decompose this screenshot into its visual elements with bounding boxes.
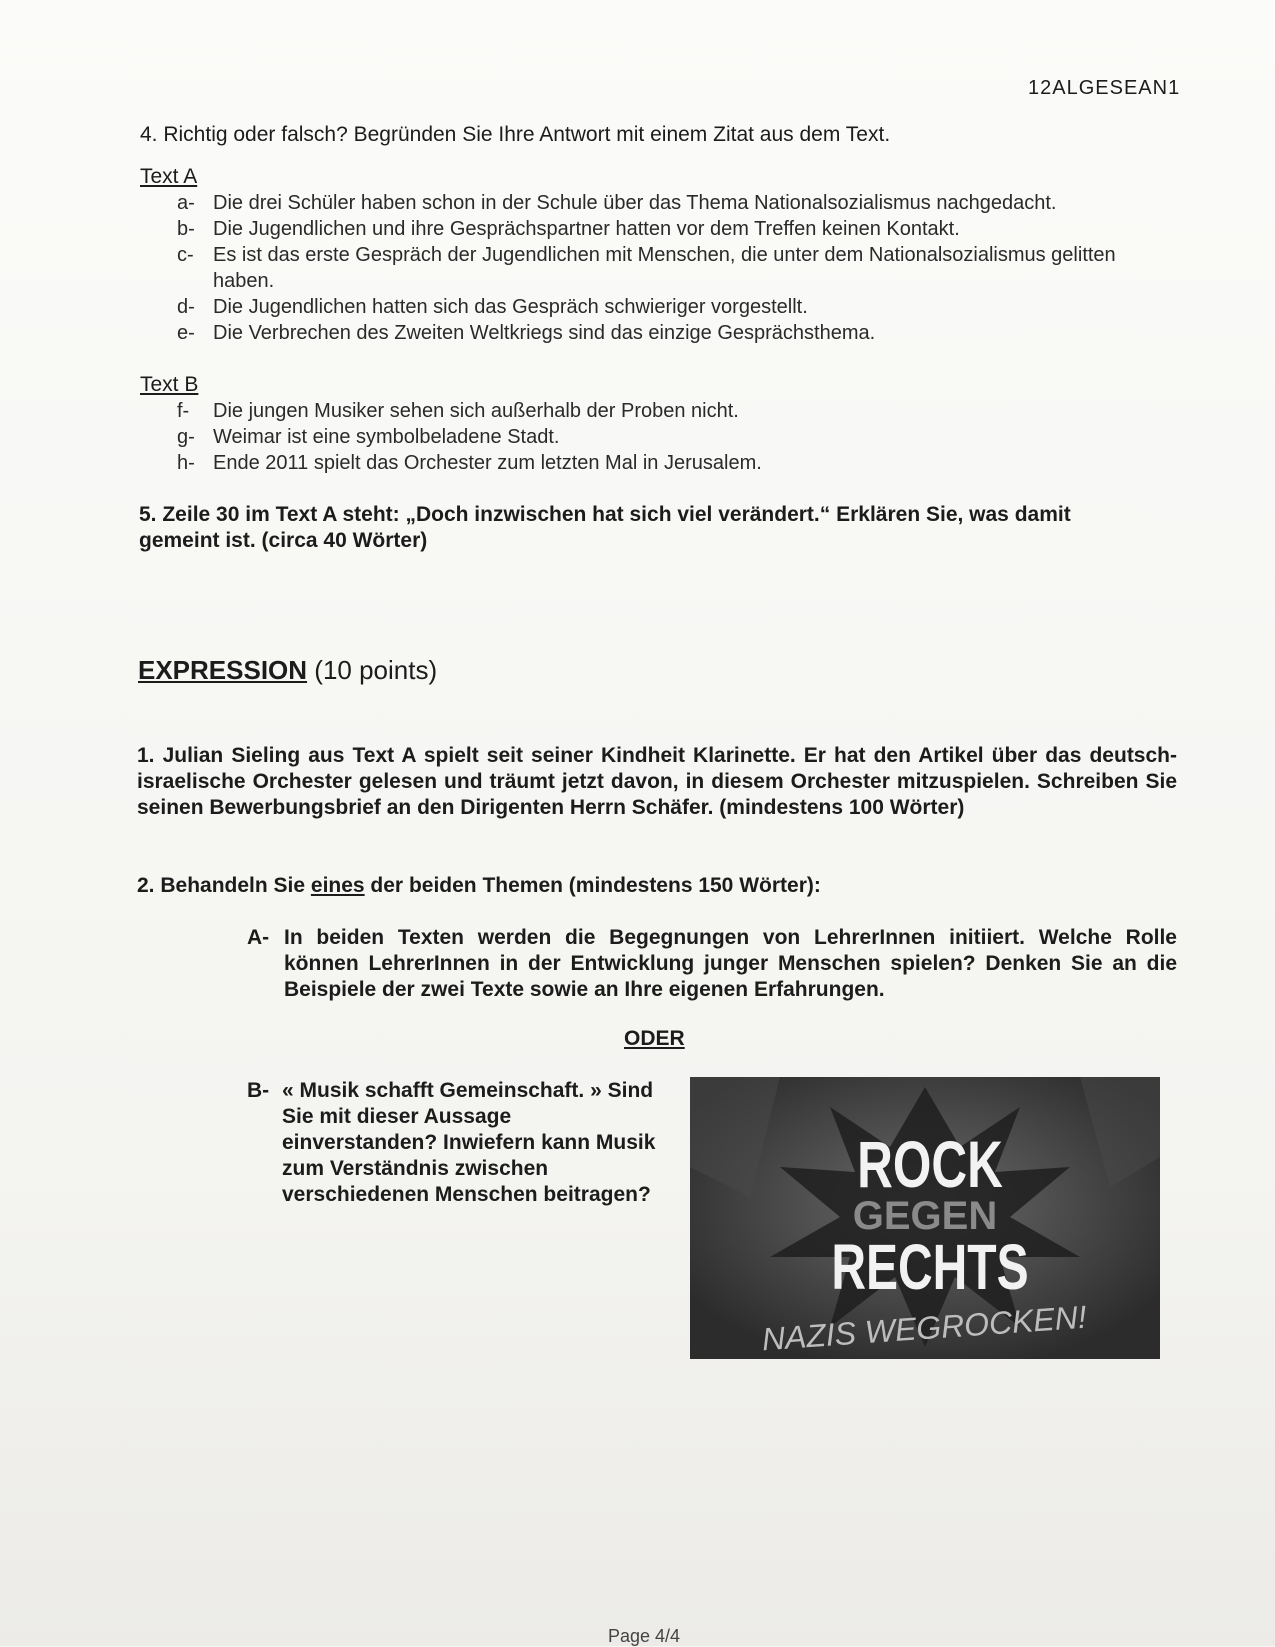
poster-line-1: ROCK [857, 1128, 1003, 1202]
section-title: EXPRESSION [138, 655, 308, 685]
option-b-text: « Musik schafft Gemeinschaft. » Sind Sie mit dieser Aussage einverstanden? Inwiefern kann Musik zum Verständnis zwischen verschiedenen Menschen beitragen? [282, 1079, 656, 1206]
task-1: 1. Julian Sieling aus Text A spielt seit seiner Kindheit Klarinette. Er hat den Artikel über das deutsch-israelische Orchester gelesen und träumt jetzt davon, in diesem Orchester mitzuspielen. Schreiben Sie seinen Bewerbungsbrief an den Dirigenten Herrn Schäfer. (mindestens 100 Wörter) [137, 744, 1177, 819]
rock-gegen-rechts-image [690, 1077, 1160, 1359]
option-a-text: In beiden Texten werden die Begegnungen von LehrerInnen initiiert. Welche Rolle können LehrerInnen in der Entwicklung junger Menschen spielen? Denken Sie an die Beispiele der zwei Texte sowie an Ihre eigenen Erfahrungen. [284, 926, 1177, 1001]
task-2: 2. Behandeln Sie eines der beiden Themen (mindestens 150 Wörter): [137, 874, 821, 897]
question-5: 5. Zeile 30 im Text A steht: „Doch inzwischen hat sich viel verändert.“ Erklären Sie, was damit gemeint ist. (circa 40 Wörter) [139, 503, 1071, 552]
poster-line-3: RECHTS [831, 1231, 1029, 1303]
text-b-label: Text B [140, 373, 199, 396]
poster-graphic [690, 1077, 1160, 1359]
poster-line-4: NAZIS WEGROCKEN! [760, 1298, 1088, 1358]
question-4-title: 4. Richtig oder falsch? Begründen Sie Ihre Antwort mit einem Zitat aus dem Text. [140, 123, 891, 146]
section-points: (10 points) [314, 655, 438, 685]
page-number: Page 4/4 [608, 1626, 681, 1646]
text-a-label: Text A [140, 165, 198, 188]
oder-label: ODER [624, 1027, 685, 1050]
poster-line-2: GEGEN [852, 1194, 998, 1238]
document-code: 12ALGESEAN1 [1028, 77, 1181, 99]
expression-heading [138, 655, 437, 686]
option-b-letter: B- [247, 1079, 270, 1102]
option-a-letter: A- [247, 926, 270, 949]
emphasis-word: eines [310, 874, 365, 897]
